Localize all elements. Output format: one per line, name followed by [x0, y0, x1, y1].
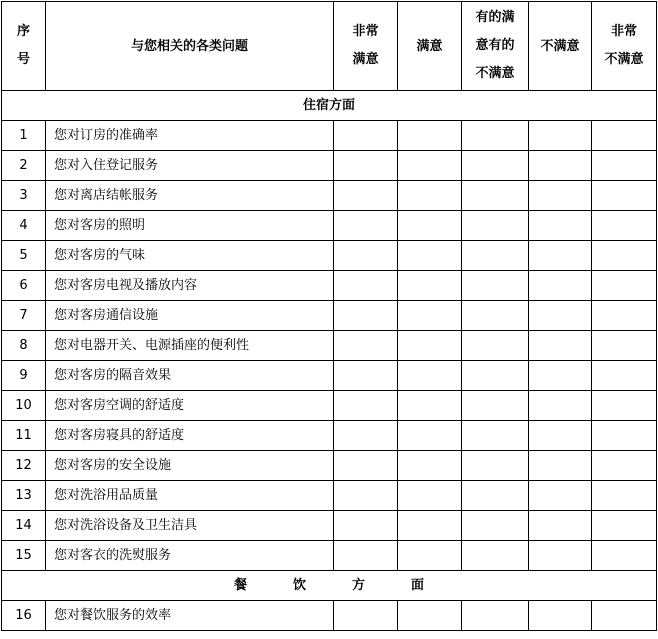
mixed-cell[interactable]	[462, 541, 529, 571]
satisfied-cell[interactable]	[398, 421, 462, 451]
very-dissatisfied-cell[interactable]	[592, 451, 657, 481]
row-question: 您对电器开关、电源插座的便利性	[46, 331, 334, 361]
very-satisfied-cell[interactable]	[334, 451, 398, 481]
table-row	[2, 151, 657, 181]
very-satisfied-cell[interactable]	[334, 421, 398, 451]
satisfied-cell[interactable]	[398, 151, 462, 181]
row-question: 您对洗浴用品质量	[46, 481, 334, 511]
satisfied-cell[interactable]	[398, 121, 462, 151]
table-row	[2, 481, 657, 511]
very-dissatisfied-cell[interactable]	[592, 421, 657, 451]
dissatisfied-cell[interactable]	[529, 301, 592, 331]
very-dissatisfied-cell[interactable]	[592, 331, 657, 361]
table-row	[2, 241, 657, 271]
satisfied-cell[interactable]	[398, 511, 462, 541]
dissatisfied-cell[interactable]	[529, 331, 592, 361]
row-number: 6	[2, 271, 46, 301]
satisfied-cell[interactable]	[398, 361, 462, 391]
satisfied-cell[interactable]	[398, 481, 462, 511]
row-question: 您对客房的安全设施	[46, 451, 334, 481]
dissatisfied-cell[interactable]	[529, 451, 592, 481]
row-question: 您对餐饮服务的效率	[46, 601, 334, 631]
table-row	[2, 601, 657, 631]
row-number: 7	[2, 301, 46, 331]
row-question: 您对洗浴设备及卫生洁具	[46, 511, 334, 541]
header-very-satisfied: 非常 满意	[334, 2, 398, 91]
row-number: 12	[2, 451, 46, 481]
header-row	[2, 2, 657, 91]
dissatisfied-cell[interactable]	[529, 481, 592, 511]
dissatisfied-cell[interactable]	[529, 271, 592, 301]
row-number: 5	[2, 241, 46, 271]
mixed-cell[interactable]	[462, 121, 529, 151]
satisfied-cell[interactable]	[398, 391, 462, 421]
header-mixed: 有的满 意有的 不满意	[462, 2, 529, 91]
row-question: 您对客房的隔音效果	[46, 361, 334, 391]
row-question: 您对客房的照明	[46, 211, 334, 241]
mixed-cell[interactable]	[462, 421, 529, 451]
row-question: 您对客房电视及播放内容	[46, 271, 334, 301]
row-question: 您对订房的准确率	[46, 121, 334, 151]
row-number: 1	[2, 121, 46, 151]
header-question: 与您相关的各类问题	[46, 2, 334, 91]
very-satisfied-cell[interactable]	[334, 211, 398, 241]
table-row	[2, 541, 657, 571]
row-number: 15	[2, 541, 46, 571]
row-number: 16	[2, 601, 46, 631]
row-question: 您对客房的气味	[46, 241, 334, 271]
very-dissatisfied-cell[interactable]	[592, 481, 657, 511]
satisfied-cell[interactable]	[398, 331, 462, 361]
header-dissatisfied: 不满意	[529, 2, 592, 91]
table-row	[2, 331, 657, 361]
row-question: 您对客房空调的舒适度	[46, 391, 334, 421]
very-satisfied-cell[interactable]	[334, 271, 398, 301]
very-satisfied-cell[interactable]	[334, 361, 398, 391]
satisfied-cell[interactable]	[398, 241, 462, 271]
row-number: 4	[2, 211, 46, 241]
table-row	[2, 511, 657, 541]
very-dissatisfied-cell[interactable]	[592, 601, 657, 631]
row-question: 您对客房通信设施	[46, 301, 334, 331]
row-number: 13	[2, 481, 46, 511]
dissatisfied-cell[interactable]	[529, 601, 592, 631]
very-satisfied-cell[interactable]	[334, 541, 398, 571]
dissatisfied-cell[interactable]	[529, 181, 592, 211]
row-number: 14	[2, 511, 46, 541]
very-satisfied-cell[interactable]	[334, 331, 398, 361]
satisfied-cell[interactable]	[398, 451, 462, 481]
very-dissatisfied-cell[interactable]	[592, 511, 657, 541]
table-row	[2, 451, 657, 481]
very-dissatisfied-cell[interactable]	[592, 181, 657, 211]
very-satisfied-cell[interactable]	[334, 181, 398, 211]
very-dissatisfied-cell[interactable]	[592, 211, 657, 241]
row-number: 11	[2, 421, 46, 451]
section-title: 餐饮方面	[2, 571, 657, 601]
table-row	[2, 421, 657, 451]
very-satisfied-cell[interactable]	[334, 391, 398, 421]
dissatisfied-cell[interactable]	[529, 511, 592, 541]
very-dissatisfied-cell[interactable]	[592, 361, 657, 391]
dissatisfied-cell[interactable]	[529, 421, 592, 451]
satisfied-cell[interactable]	[398, 301, 462, 331]
section-accommodation	[2, 91, 657, 121]
very-dissatisfied-cell[interactable]	[592, 271, 657, 301]
very-satisfied-cell[interactable]	[334, 121, 398, 151]
mixed-cell[interactable]	[462, 511, 529, 541]
table-row	[2, 181, 657, 211]
satisfied-cell[interactable]	[398, 541, 462, 571]
mixed-cell[interactable]	[462, 391, 529, 421]
table-row	[2, 271, 657, 301]
mixed-cell[interactable]	[462, 481, 529, 511]
very-satisfied-cell[interactable]	[334, 151, 398, 181]
satisfied-cell[interactable]	[398, 211, 462, 241]
header-seq: 序 号	[2, 2, 46, 91]
header-satisfied: 满意	[398, 2, 462, 91]
row-number: 2	[2, 151, 46, 181]
very-dissatisfied-cell[interactable]	[592, 391, 657, 421]
very-dissatisfied-cell[interactable]	[592, 541, 657, 571]
very-satisfied-cell[interactable]	[334, 511, 398, 541]
mixed-cell[interactable]	[462, 451, 529, 481]
mixed-cell[interactable]	[462, 361, 529, 391]
very-satisfied-cell[interactable]	[334, 241, 398, 271]
very-satisfied-cell[interactable]	[334, 481, 398, 511]
row-number: 8	[2, 331, 46, 361]
dissatisfied-cell[interactable]	[529, 211, 592, 241]
table-row	[2, 391, 657, 421]
section-title: 住宿方面	[2, 91, 657, 121]
row-number: 3	[2, 181, 46, 211]
dissatisfied-cell[interactable]	[529, 391, 592, 421]
very-satisfied-cell[interactable]	[334, 301, 398, 331]
row-question: 您对客房寝具的舒适度	[46, 421, 334, 451]
dissatisfied-cell[interactable]	[529, 121, 592, 151]
row-number: 10	[2, 391, 46, 421]
satisfied-cell[interactable]	[398, 601, 462, 631]
table-row	[2, 121, 657, 151]
dissatisfied-cell[interactable]	[529, 541, 592, 571]
row-number: 9	[2, 361, 46, 391]
mixed-cell[interactable]	[462, 271, 529, 301]
mixed-cell[interactable]	[462, 151, 529, 181]
very-dissatisfied-cell[interactable]	[592, 241, 657, 271]
row-question: 您对客衣的洗熨服务	[46, 541, 334, 571]
mixed-cell[interactable]	[462, 331, 529, 361]
mixed-cell[interactable]	[462, 241, 529, 271]
mixed-cell[interactable]	[462, 211, 529, 241]
table-row	[2, 211, 657, 241]
satisfaction-survey-table	[1, 1, 657, 631]
very-dissatisfied-cell[interactable]	[592, 121, 657, 151]
dissatisfied-cell[interactable]	[529, 241, 592, 271]
section-dining	[2, 571, 657, 601]
satisfied-cell[interactable]	[398, 181, 462, 211]
mixed-cell[interactable]	[462, 301, 529, 331]
header-very-dissatisfied: 非常 不满意	[592, 2, 657, 91]
row-question: 您对离店结帐服务	[46, 181, 334, 211]
table-row	[2, 301, 657, 331]
table-row	[2, 361, 657, 391]
mixed-cell[interactable]	[462, 601, 529, 631]
very-dissatisfied-cell[interactable]	[592, 151, 657, 181]
mixed-cell[interactable]	[462, 181, 529, 211]
dissatisfied-cell[interactable]	[529, 361, 592, 391]
very-dissatisfied-cell[interactable]	[592, 301, 657, 331]
row-question: 您对入住登记服务	[46, 151, 334, 181]
satisfied-cell[interactable]	[398, 271, 462, 301]
dissatisfied-cell[interactable]	[529, 151, 592, 181]
very-satisfied-cell[interactable]	[334, 601, 398, 631]
